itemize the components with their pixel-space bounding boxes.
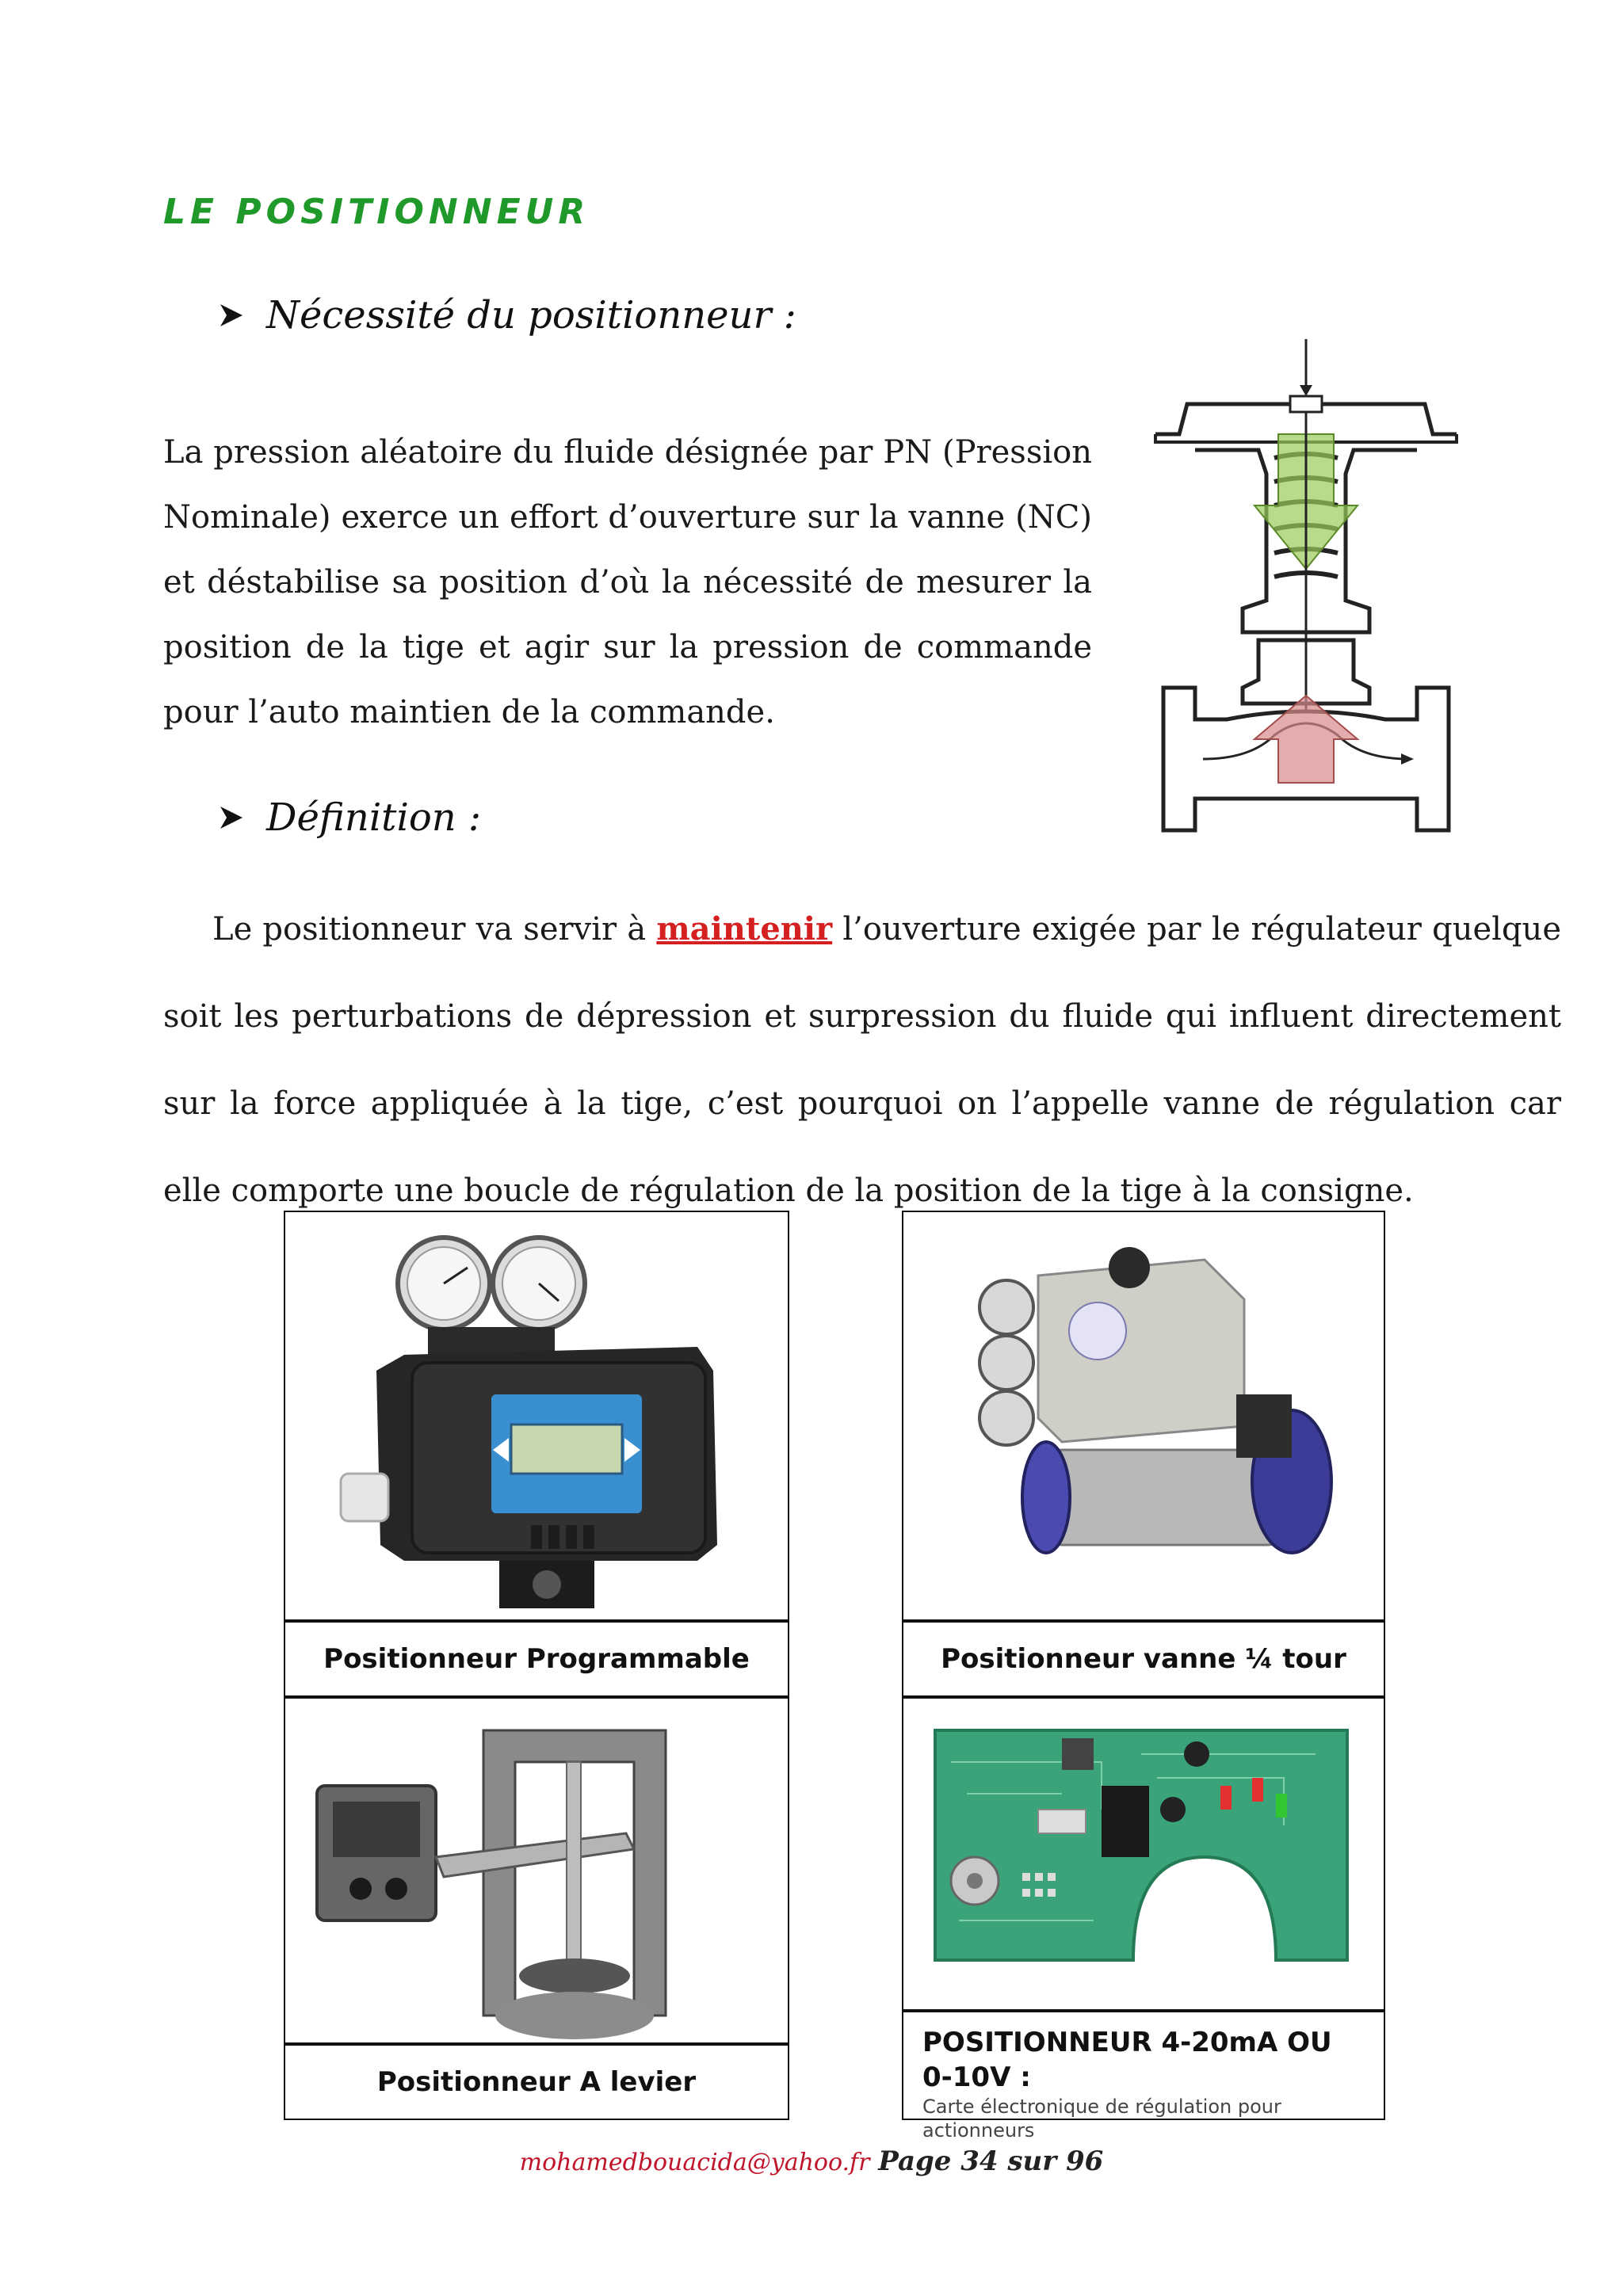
- section-heading-necessite: [216, 293, 796, 338]
- caption-electronic-card-desc: Carte électronique de régulation pour actionneurs: [922, 2096, 1281, 2142]
- valve-diagram: [1148, 339, 1465, 838]
- figure-quarter-turn-positioner: [902, 1211, 1385, 1621]
- section-heading-text: Nécessité du positionneur :: [266, 293, 796, 338]
- arrow-bullet-icon: [216, 299, 247, 331]
- caption-electronic-card-title: POSITIONNEUR 4-20mA OU 0-10V :: [922, 2027, 1332, 2093]
- programmable-positioner-image: [285, 1212, 788, 1619]
- paragraph-necessite: La pression aléatoire du fluide désignée par PN (Pression Nominale) exerce un effort d’ouverture sur la vanne (NC) et déstabilise sa position d’où la nécessité de mesurer la position de la tige et agir sur la pression de commande pour l’auto maintien de la commande.: [163, 434, 1092, 730]
- footer-page-number: Page 34 sur 96: [878, 2145, 1104, 2177]
- lever-positioner-image: [285, 1699, 788, 2042]
- section-heading-definition: [216, 795, 481, 840]
- quarter-turn-positioner-image: [903, 1212, 1384, 1619]
- electronic-card-image: [903, 1699, 1384, 2009]
- figure-lever-positioner: [284, 1697, 789, 2044]
- page-footer: [0, 2145, 1623, 2177]
- figure-electronic-card: [902, 1697, 1385, 2011]
- arrow-bullet-icon: [216, 802, 247, 833]
- section-heading-text: Définition :: [266, 795, 482, 840]
- caption-lever: Positionneur A levier: [284, 2044, 789, 2120]
- paragraph-definition-start: Le positionneur va servir à: [212, 911, 657, 948]
- highlighted-word: maintenir: [656, 910, 833, 948]
- caption-quarter-turn: Positionneur vanne ¼ tour: [902, 1621, 1385, 1697]
- caption-programmable: Positionneur Programmable: [284, 1621, 789, 1697]
- paragraph-definition: [163, 886, 1561, 1234]
- caption-electronic-card: [902, 2011, 1385, 2142]
- footer-email[interactable]: mohamedbouacida@yahoo.fr: [519, 2149, 870, 2176]
- paragraph-definition-end: l’ouverture exigée par le régulateur quelque soit les perturbations de dépression et surpression du fluide qui influent directement sur la force appliquée à la tige, c’est pourquoi on l’appelle vanne de régulation car elle comporte une boucle de régulation de la position de la tige à la consigne.: [163, 911, 1561, 1209]
- page-title: LE POSITIONNEUR: [163, 192, 590, 232]
- figure-programmable-positioner: [284, 1211, 789, 1621]
